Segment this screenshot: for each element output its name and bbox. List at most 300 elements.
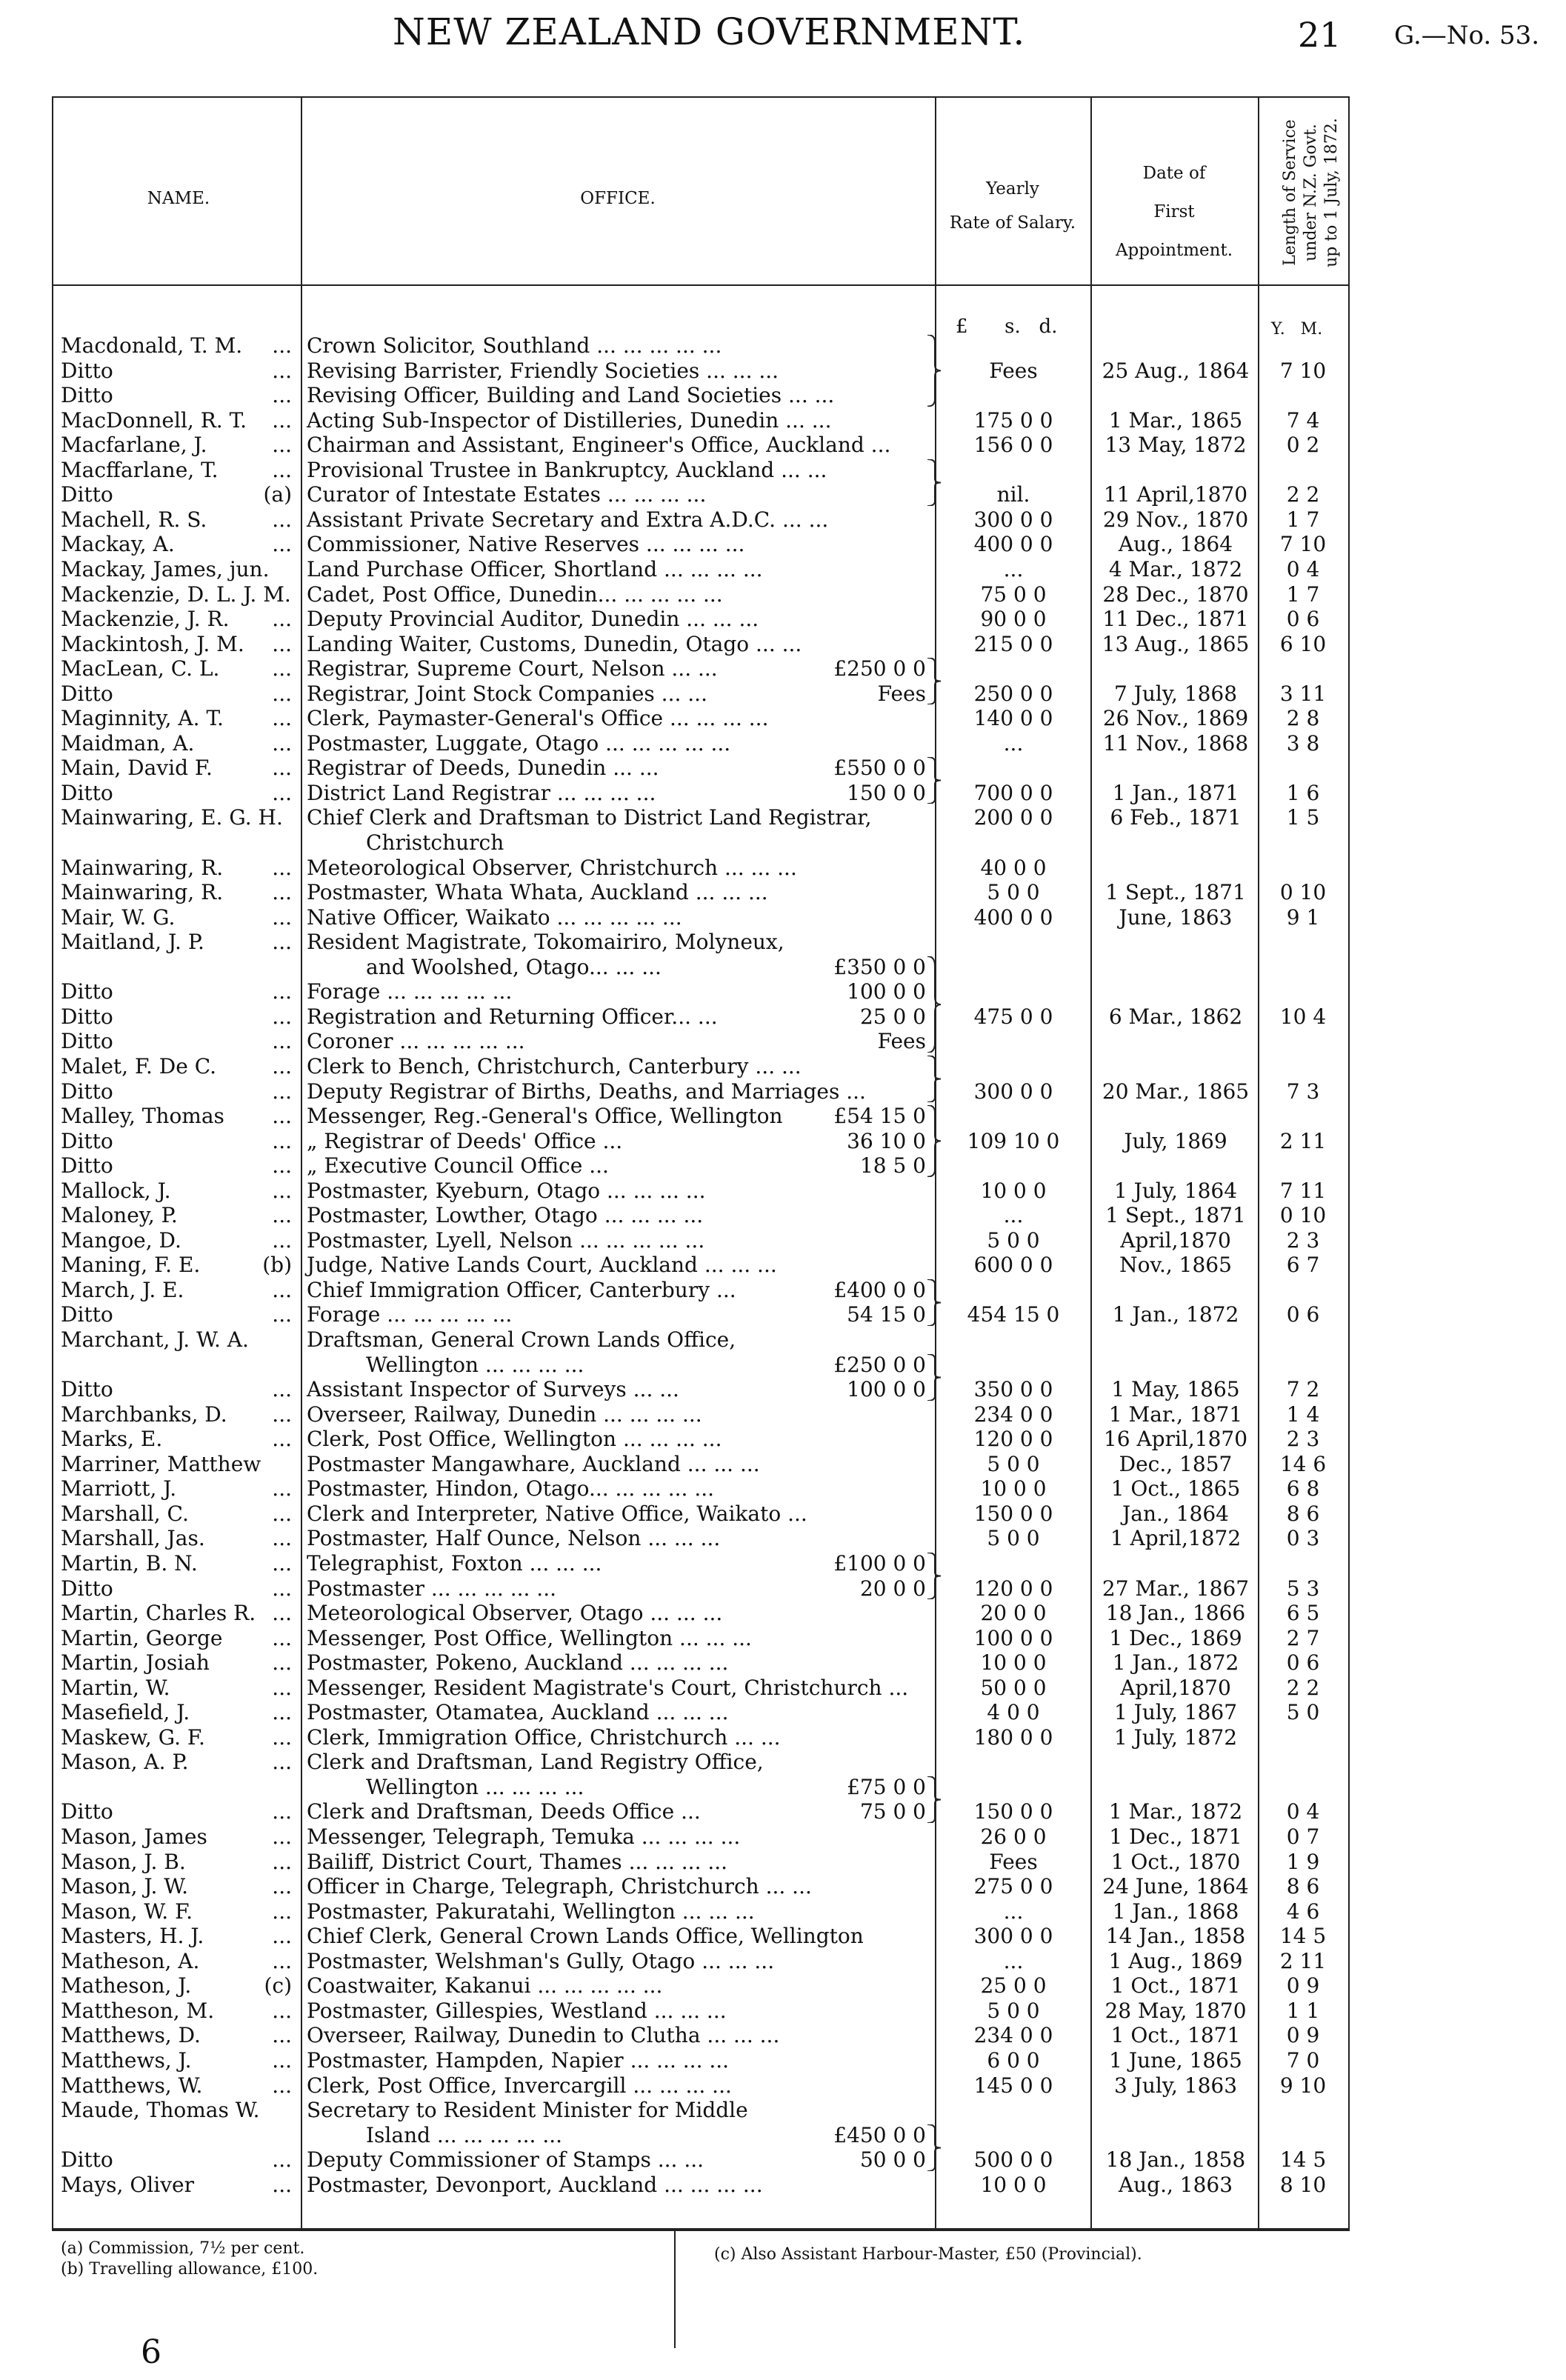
entry-component-amount: £100 0 0 [833,1550,926,1576]
entry-name-leader: ... [272,2172,292,2197]
entry-name-text: Matheson, A. [61,1948,200,1973]
entry-name-text: Macdonald, T. M. [61,333,243,358]
entry-name-text: Mallock, J. [61,1178,171,1203]
entry-office: Clerk and Draftsman, Deeds Office ... [307,1799,701,1824]
entry-name-text: Marchant, J. W. A. [61,1327,249,1352]
page-number: 21 [1298,15,1342,55]
entry-first-appointment: 1 July, 1864 [1113,1178,1238,1203]
entry-name-text: Mattheson, M. [61,1998,215,2023]
entry-name-leader: ... [272,2147,292,2173]
entry-first-appointment: 1 May, 1865 [1111,1377,1240,1402]
entry-name-leader: ... [272,1576,292,1601]
entry-first-appointment: June, 1863 [1119,904,1233,930]
entry-office: Meteorological Observer, Otago ... ... ... [307,1601,723,1626]
entry-first-appointment: 1 Jan., 1872 [1112,1302,1239,1327]
entry-length-of-service: 0 10 [1279,1203,1327,1228]
entry-first-appointment: 1 Sept., 1871 [1105,880,1246,905]
entry-office: Meteorological Observer, Christchurch ... ... ... [307,855,797,880]
entry-first-appointment: 18 Jan., 1858 [1105,2147,1246,2173]
entry-component-amount: £54 15 0 [833,1104,926,1129]
entry-name-leader: ... [272,930,292,955]
entry-name-leader: ... [272,383,292,408]
entry-name-leader: ... [272,1625,292,1650]
entry-office: Postmaster, Luggate, Otago ... ... ... ... ... [307,730,731,756]
entry-name-text: Ditto [61,1302,113,1327]
entry-length-of-service: 8 6 [1286,1501,1320,1526]
entry-name-leader: (a) [263,482,292,507]
column-divider [301,96,302,2230]
entry-component-amount: 75 0 0 [859,1799,926,1824]
page-title: NEW ZEALAND GOVERNMENT. [393,10,1026,53]
entry-salary: 400 0 0 [973,904,1053,930]
entry-length-of-service: 1 7 [1286,581,1320,607]
entry-salary: 75 0 0 [980,581,1047,607]
entry-first-appointment: 7 July, 1868 [1113,681,1238,706]
entry-component-amount: Fees [877,681,926,706]
entry-salary: 400 0 0 [973,532,1053,557]
entry-first-appointment: 1 July, 1867 [1113,1700,1238,1725]
entry-office: Deputy Registrar of Births, Deaths, and Marriages ... [307,1079,866,1104]
entry-name-leader: ... [272,730,292,756]
column-header-office: OFFICE. [580,189,656,208]
entry-first-appointment: 1 April,1872 [1110,1526,1242,1551]
entry-name-text: Mackenzie, J. R. [61,607,230,632]
entry-first-appointment: 16 April,1870 [1103,1427,1248,1452]
entry-name-text: Maude, Thomas W. [61,2098,260,2123]
entry-name-text: Marriner, Matthew [61,1451,261,1476]
entry-office: Native Officer, Waikato ... ... ... ... ... [307,904,682,930]
entry-office: Messenger, Post Office, Wellington ... ... ... [307,1625,752,1650]
entry-office: „ Registrar of Deeds' Office ... [307,1128,623,1153]
entry-name-text: Ditto [61,1004,113,1029]
entry-name-leader: ... [272,979,292,1004]
entry-office: Judge, Native Lands Court, Auckland ... ... ... [307,1253,777,1278]
entry-first-appointment: 1 Sept., 1871 [1105,1203,1246,1228]
entry-office: Messenger, Resident Magistrate's Court, Christchurch ... [307,1675,909,1700]
entry-office: Resident Magistrate, Tokomairiro, Molyneux, [307,930,784,955]
entry-salary: 234 0 0 [973,1401,1053,1427]
entry-name-text: Ditto [61,979,113,1004]
entry-name-leader: ... [272,2073,292,2098]
entry-length-of-service: 6 10 [1279,631,1327,656]
entry-office: Postmaster, Whata Whata, Auckland ... ... ... [307,880,768,905]
entry-name-leader: ... [272,2023,292,2048]
entry-name-leader: ... [272,631,292,656]
entry-office: Clerk and Draftsman, Land Registry Office, [307,1750,764,1775]
entry-first-appointment: 1 June, 1865 [1109,2047,1242,2073]
entry-salary: 180 0 0 [973,1724,1053,1750]
entry-component-amount: £350 0 0 [833,954,926,979]
entry-first-appointment: 6 Mar., 1862 [1108,1004,1243,1029]
entry-office: Deputy Provincial Auditor, Dunedin ... ... ... [307,607,759,632]
entry-name-text: Mays, Oliver [61,2172,194,2197]
entry-first-appointment: 1 Mar., 1865 [1108,407,1243,433]
entry-office: Secretary to Resident Minister for Middle [307,2098,748,2123]
entry-salary: 25 0 0 [980,1973,1047,1999]
entry-name-text: Maitland, J. P. [61,930,204,955]
entry-first-appointment: 13 May, 1872 [1104,433,1247,458]
entry-salary: ... [1003,730,1024,756]
entry-length-of-service: 10 4 [1279,1004,1327,1029]
entry-office: Forage ... ... ... ... ... [307,979,513,1004]
entry-length-of-service: 14 5 [1279,2147,1327,2173]
group-brace [924,956,944,1053]
entry-name-leader: ... [272,1824,292,1849]
entry-first-appointment: Aug., 1863 [1118,2172,1233,2197]
entry-office: Registrar of Deeds, Dunedin ... ... [307,756,659,781]
entry-office: Overseer, Railway, Dunedin ... ... ... ... [307,1401,702,1427]
entry-first-appointment: 28 May, 1870 [1104,1998,1247,2023]
entry-length-of-service: 0 6 [1286,1650,1320,1676]
entry-name-leader: ... [272,433,292,458]
entry-first-appointment: 3 July, 1863 [1113,2073,1238,2098]
group-brace [924,658,944,704]
entry-component-amount: £250 0 0 [833,1352,926,1377]
entry-first-appointment: 28 Dec., 1870 [1102,581,1249,607]
entry-office: Postmaster, Hampden, Napier ... ... ... ... [307,2047,730,2073]
entry-first-appointment: 11 Nov., 1868 [1102,730,1249,756]
entry-first-appointment: April,1870 [1120,1675,1231,1700]
entry-office: Postmaster, Gillespies, Westland ... ... ... [307,1998,727,2023]
entry-name-text: Mackay, James, jun. [61,556,270,581]
entry-length-of-service: 0 9 [1286,1973,1320,1999]
entry-salary: 120 0 0 [973,1576,1053,1601]
entry-name-text: Martin, Josiah [61,1650,210,1676]
entry-salary: Fees [989,1849,1038,1874]
entry-component-amount: 100 0 0 [847,979,926,1004]
entry-first-appointment: 26 Nov., 1869 [1102,706,1249,731]
document-reference: G.—No. 53. [1394,21,1540,50]
footnote-divider [674,2230,676,2348]
entry-first-appointment: 20 Mar., 1865 [1102,1079,1250,1104]
entry-length-of-service: 0 10 [1279,880,1327,905]
entry-salary: 120 0 0 [973,1427,1053,1452]
entry-salary: 20 0 0 [980,1601,1047,1626]
entry-name-text: Martin, George [61,1625,223,1650]
entry-name-text: Matthews, D. [61,2023,201,2048]
entry-length-of-service: 1 1 [1286,1998,1320,2023]
entry-office: Messenger, Telegraph, Temuka ... ... ... ... [307,1824,741,1849]
group-brace [924,1553,944,1599]
group-brace [924,1056,944,1102]
entry-office: Clerk and Interpreter, Native Office, Waikato ... [307,1501,807,1526]
entry-name-text: Marriott, J. [61,1476,177,1501]
entry-first-appointment: 1 Oct., 1865 [1110,1476,1241,1501]
group-brace [924,1776,944,1823]
entry-first-appointment: 1 Dec., 1869 [1109,1625,1242,1650]
entry-first-appointment: 14 Jan., 1858 [1105,1924,1246,1949]
entry-name-leader: ... [272,1401,292,1427]
entry-name-leader: ... [272,1104,292,1129]
entry-component-amount: 150 0 0 [847,780,926,805]
entry-first-appointment: 1 Oct., 1871 [1110,2023,1241,2048]
entry-name-text: Ditto [61,1377,113,1402]
entry-salary: 500 0 0 [973,2147,1053,2173]
entry-name-leader: (c) [264,1973,292,1999]
group-brace [924,1105,944,1177]
entry-name-leader: ... [272,1277,292,1302]
entry-office: Postmaster Mangawhare, Auckland ... ... ... [307,1451,760,1476]
entry-length-of-service: 2 11 [1279,1948,1327,1973]
entry-name-leader: ... [272,1029,292,1054]
entry-name-leader: ... [272,681,292,706]
entry-length-of-service: 7 10 [1279,358,1327,383]
entry-salary: 234 0 0 [973,2023,1053,2048]
entry-name-text: Marshall, Jas. [61,1526,205,1551]
entry-name-text: Mainwaring, R. [61,880,224,905]
entry-name-text: Mair, W. G. [61,904,176,930]
entry-component-amount: £400 0 0 [833,1277,926,1302]
entry-office: Curator of Intestate Estates ... ... ... ... [307,482,707,507]
entry-name-leader: ... [272,1948,292,1973]
entry-name-leader: ... [272,1203,292,1228]
entry-name-text: Marshall, C. [61,1501,189,1526]
entry-name-text: Marks, E. [61,1427,163,1452]
entry-component-amount: 50 0 0 [859,2147,926,2173]
entry-salary: Fees [989,358,1038,383]
group-brace [924,335,944,407]
entry-name-text: Martin, B. N. [61,1550,198,1576]
entry-name-leader: ... [272,1799,292,1824]
entry-name-leader: ... [272,1377,292,1402]
entry-office: Coroner ... ... ... ... ... [307,1029,525,1054]
entry-office: Overseer, Railway, Dunedin to Clutha ... ... ... [307,2023,780,2048]
group-brace [924,459,944,506]
entry-salary: 40 0 0 [980,855,1047,880]
entry-name-text: Mason, A. P. [61,1750,189,1775]
group-brace [924,757,944,804]
printer-signature-mark: 6 [141,2333,161,2371]
group-brace [924,1279,944,1326]
entry-length-of-service: 0 3 [1286,1526,1320,1551]
entry-name-leader: ... [272,1550,292,1576]
entry-name-leader: ... [272,1700,292,1725]
entry-length-of-service: 2 7 [1286,1625,1320,1650]
entry-name-leader: ... [272,333,292,358]
entry-office: Chairman and Assistant, Engineer's Office, Auckland ... [307,433,891,458]
entry-first-appointment: 1 Aug., 1869 [1108,1948,1243,1973]
entry-office: Assistant Inspector of Surveys ... ... [307,1377,679,1402]
entry-name-text: Mackintosh, J. M. [61,631,244,656]
entry-office: Forage ... ... ... ... ... [307,1302,513,1327]
entry-salary: 700 0 0 [973,780,1053,805]
entry-office: Chief Immigration Officer, Canterbury ... [307,1277,736,1302]
footnote-right: (c) Also Assistant Harbour-Master, £50 (Provincial). [714,2245,1142,2264]
entry-length-of-service: 7 10 [1279,532,1327,557]
entry-office: Clerk, Post Office, Wellington ... ... ... ... [307,1427,722,1452]
entry-name-leader: ... [272,1302,292,1327]
entry-name-leader: ... [272,1750,292,1775]
entry-name-leader: ... [272,1526,292,1551]
entry-salary: ... [1003,556,1024,581]
entry-salary: 5 0 0 [987,880,1040,905]
entry-name-text: MacDonnell, R. T. [61,407,247,433]
entry-office: Postmaster, Hindon, Otago... ... ... ... ... [307,1476,715,1501]
entry-name-text: Ditto [61,358,113,383]
entry-office: Postmaster, Kyeburn, Otago ... ... ... ... [307,1178,706,1203]
entry-length-of-service: 14 5 [1279,1924,1327,1949]
entry-name-leader: ... [272,1874,292,1899]
entry-name-text: Maning, F. E. [61,1253,201,1278]
entry-office: Clerk, Post Office, Invercargill ... ... ... ... [307,2073,732,2098]
entry-salary: 5 0 0 [987,1227,1040,1253]
entry-length-of-service: 6 5 [1286,1601,1320,1626]
entry-component-amount: 36 10 0 [847,1128,926,1153]
entry-name-leader: ... [272,1601,292,1626]
entry-salary: 454 15 0 [967,1302,1060,1327]
entry-length-of-service: 7 3 [1286,1079,1320,1104]
entry-salary: 140 0 0 [973,706,1053,731]
entry-salary: 600 0 0 [973,1253,1053,1278]
entry-name-text: Maskew, G. F. [61,1724,205,1750]
entry-name-leader: ... [272,1427,292,1452]
header-rule [52,284,1350,286]
entry-name-text: Malley, Thomas [61,1104,224,1129]
entry-name-leader: ... [272,1675,292,1700]
entry-office: Island ... ... ... ... ... [366,2122,563,2147]
entry-name-leader: ... [272,1501,292,1526]
entry-first-appointment: 13 Aug., 1865 [1102,631,1250,656]
entry-first-appointment: 11 April,1870 [1103,482,1248,507]
entry-office: Provisional Trustee in Bankruptcy, Auckland ... ... [307,457,827,482]
entry-name-text: Matthews, J. [61,2047,192,2073]
entry-office: Postmaster, Otamatea, Auckland ... ... ... [307,1700,729,1725]
entry-office: Postmaster, Pokeno, Auckland ... ... ... ... [307,1650,729,1676]
entry-office: Deputy Commissioner of Stamps ... ... [307,2147,704,2173]
footer-rule [52,2230,1350,2231]
units-label-salary: £ s. d. [956,316,1058,338]
entry-component-amount: £450 0 0 [833,2122,926,2147]
entry-name-text: Matheson, J. [61,1973,192,1999]
entry-length-of-service: 1 5 [1286,805,1320,830]
entry-length-of-service: 8 10 [1279,2172,1327,2197]
entry-name-leader: ... [272,407,292,433]
entry-name-text: Martin, W. [61,1675,170,1700]
entry-office: Crown Solicitor, Southland ... ... ... ... ... [307,333,722,358]
entry-name-text: Mason, James [61,1824,207,1849]
entry-length-of-service: 2 11 [1279,1128,1327,1153]
entry-name-text: Mainwaring, E. G. H. [61,805,283,830]
entry-length-of-service: 1 6 [1286,780,1320,805]
entry-length-of-service: 3 8 [1286,730,1320,756]
entry-first-appointment: Aug., 1864 [1118,532,1233,557]
entry-salary: 150 0 0 [973,1799,1053,1824]
entry-salary: 250 0 0 [973,681,1053,706]
entry-office: Revising Officer, Building and Land Societies ... ... [307,383,835,408]
group-brace [924,1354,944,1401]
entry-office: Registrar, Joint Stock Companies ... ... [307,681,707,706]
entry-name-text: Malet, F. De C. [61,1053,217,1079]
entry-component-amount: Fees [877,1029,926,1054]
entry-first-appointment: 1 Jan., 1871 [1112,780,1239,805]
entry-component-amount: 54 15 0 [847,1302,926,1327]
entry-length-of-service: 0 2 [1286,433,1320,458]
entry-office: Clerk, Immigration Office, Christchurch ... ... [307,1724,781,1750]
column-divider [1090,96,1092,2230]
entry-component-amount: £250 0 0 [833,656,926,681]
entry-salary: 5 0 0 [987,1451,1040,1476]
entry-length-of-service: 0 4 [1286,1799,1320,1824]
entry-office: Revising Barrister, Friendly Societies ... ... ... [307,358,779,383]
entry-salary: 5 0 0 [987,1526,1040,1551]
entry-name-leader: ... [272,706,292,731]
entry-salary: nil. [996,482,1030,507]
entry-first-appointment: 18 Jan., 1866 [1105,1601,1246,1626]
entry-name-leader: ... [272,1924,292,1949]
entry-length-of-service: 2 3 [1286,1227,1320,1253]
entry-name-leader: ... [272,1178,292,1203]
entry-office: Messenger, Reg.-General's Office, Wellington [307,1104,783,1129]
entry-salary: 26 0 0 [980,1824,1047,1849]
entry-name-leader: ... [272,358,292,383]
entry-length-of-service: 1 4 [1286,1401,1320,1427]
entry-name-text: Ditto [61,383,113,408]
entry-name-text: Mason, J. B. [61,1849,186,1874]
entry-length-of-service: 0 7 [1286,1824,1320,1849]
entry-first-appointment: Dec., 1857 [1119,1451,1233,1476]
entry-first-appointment: 1 Jan., 1872 [1112,1650,1239,1676]
entry-name-text: Maidman, A. [61,730,195,756]
entry-salary: 350 0 0 [973,1377,1053,1402]
entry-length-of-service: 7 2 [1286,1377,1320,1402]
entry-office: Clerk to Bench, Christchurch, Canterbury ... ... [307,1053,802,1079]
entry-office: Assistant Private Secretary and Extra A.D.C. ... ... [307,507,829,532]
column-header-service: Length of Service under N.Z. Govt. up to 1 July, 1872. [1281,118,1341,267]
entry-first-appointment: 1 Oct., 1871 [1110,1973,1241,1999]
entry-length-of-service: 4 6 [1286,1899,1320,1924]
entry-name-leader: ... [272,756,292,781]
entry-length-of-service: 9 1 [1286,904,1320,930]
entry-name-leader: ... [272,880,292,905]
entry-name-text: Martin, Charles R. [61,1601,256,1626]
entry-length-of-service: 5 0 [1286,1700,1320,1725]
entry-office: Registrar, Supreme Court, Nelson ... ... [307,656,718,681]
entry-office: and Woolshed, Otago... ... ... [366,954,662,979]
entry-salary: 175 0 0 [973,407,1053,433]
entry-name-text: Ditto [61,1576,113,1601]
entry-office: Chief Clerk, General Crown Lands Office, Wellington [307,1924,864,1949]
entry-salary: 475 0 0 [973,1004,1053,1029]
entry-length-of-service: 14 6 [1279,1451,1327,1476]
entry-first-appointment: 6 Feb., 1871 [1110,805,1242,830]
entry-salary: 275 0 0 [973,1874,1053,1899]
entry-first-appointment: 1 Mar., 1872 [1108,1799,1243,1824]
entry-office: Acting Sub-Inspector of Distilleries, Dunedin ... ... [307,407,832,433]
entry-length-of-service: 2 2 [1286,1675,1320,1700]
entry-component-amount: 100 0 0 [847,1377,926,1402]
entry-length-of-service: 0 6 [1286,607,1320,632]
entry-length-of-service: 5 3 [1286,1576,1320,1601]
entry-office: Postmaster, Devonport, Auckland ... ... ... ... [307,2172,763,2197]
entry-office: Registration and Returning Officer... ... [307,1004,718,1029]
column-header-salary: Yearly Rate of Salary. [949,179,1076,233]
entry-first-appointment: 1 Oct., 1870 [1110,1849,1241,1874]
entry-name-text: March, J. E. [61,1277,184,1302]
entry-length-of-service: 7 11 [1279,1178,1327,1203]
entry-salary: ... [1003,1899,1024,1924]
entry-name-leader: ... [272,1476,292,1501]
entry-name-text: Ditto [61,681,113,706]
entry-salary: 10 0 0 [980,2172,1047,2197]
entry-office: Postmaster, Half Ounce, Nelson ... ... ... [307,1526,721,1551]
entry-salary: 50 0 0 [980,1675,1047,1700]
entry-length-of-service: 7 4 [1286,407,1320,433]
entry-name-text: Ditto [61,2147,113,2173]
entry-name-leader: ... [272,1650,292,1676]
entry-first-appointment: 4 Mar., 1872 [1108,556,1243,581]
entry-salary: 200 0 0 [973,805,1053,830]
entry-office: Coastwaiter, Kakanui ... ... ... ... ... [307,1973,663,1999]
